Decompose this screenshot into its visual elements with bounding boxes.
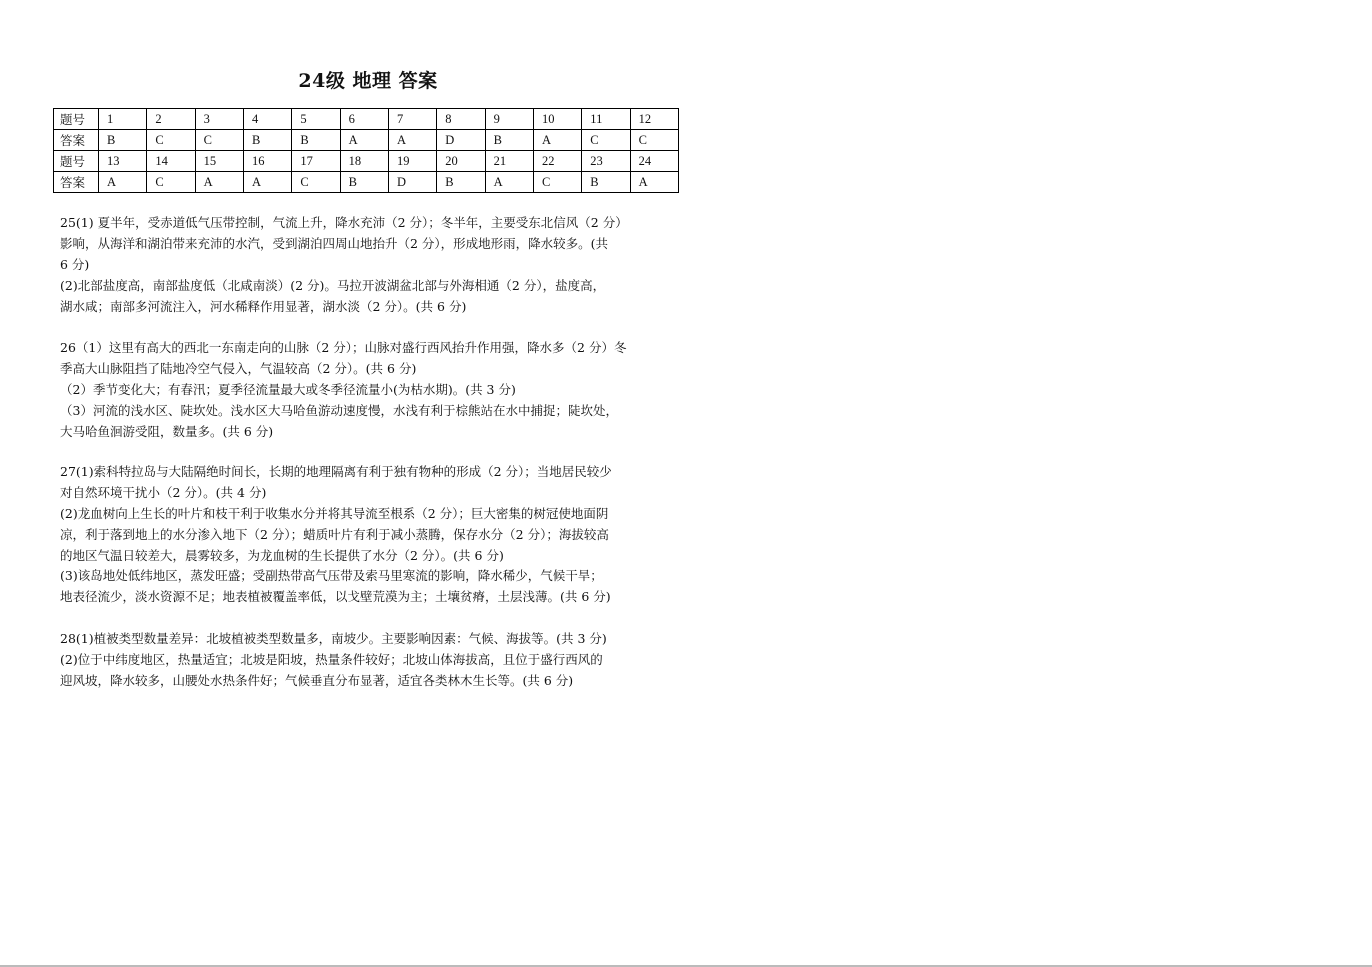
- table-cell: B: [582, 172, 630, 193]
- table-cell: 6: [340, 109, 388, 130]
- table-cell: A: [485, 172, 533, 193]
- answer-table: [53, 108, 679, 193]
- table-cell: 9: [485, 109, 533, 130]
- table-cell: A: [533, 130, 581, 151]
- table-cell: 13: [99, 151, 147, 172]
- answer-line: （2）季节变化大；有春汛；夏季径流量最大或冬季径流量小(为枯水期)。(共 3 分): [60, 381, 516, 397]
- answer-line: （3）河流的浅水区、陡坎处。浅水区大马哈鱼游动速度慢，水浅有利于棕熊站在水中捕捉；陡坎处，: [60, 402, 618, 418]
- table-row: [54, 151, 679, 172]
- answer-line: 27(1)索科特拉岛与大陆隔绝时间长，长期的地理隔离有利于独有物种的形成（2 分）；当地居民较少: [60, 464, 612, 479]
- answer-line: 6 分): [60, 256, 90, 272]
- table-cell: 19: [388, 151, 436, 172]
- table-cell: 23: [582, 151, 630, 172]
- table-cell: B: [437, 172, 485, 193]
- table-cell: 21: [485, 151, 533, 172]
- table-cell: 24: [630, 151, 678, 172]
- answer-line: 影响，从海洋和湖泊带来充沛的水汽，受到湖泊四周山地抬升（2 分），形成地形雨，降水较多。(共: [60, 235, 609, 251]
- answer-line: 25(1) 夏半年，受赤道低气压带控制，气流上升，降水充沛（2 分）；冬半年，主要受东北信风（2 分）: [60, 215, 628, 230]
- table-cell: B: [99, 130, 147, 151]
- answer-25: [60, 213, 676, 317]
- table-cell: 15: [195, 151, 243, 172]
- answer-line: 的地区气温日较差大，晨雾较多，为龙血树的生长提供了水分（2 分）。(共 6 分): [60, 547, 504, 563]
- answer-line: 季高大山脉阻挡了陆地冷空气侵入，气温较高（2 分）。(共 6 分): [60, 360, 417, 376]
- table-cell: D: [437, 130, 485, 151]
- table-cell: D: [388, 172, 436, 193]
- table-cell: 14: [147, 151, 195, 172]
- table-cell: 12: [630, 109, 678, 130]
- row-header: 题号: [54, 151, 99, 172]
- table-cell: 7: [388, 109, 436, 130]
- table-cell: C: [292, 172, 340, 193]
- table-cell: B: [340, 172, 388, 193]
- answer-line: 迎风坡，降水较多，山腰处水热条件好；气候垂直分布显著，适宜各类林木生长等。(共 6 分): [60, 672, 574, 688]
- answer-line: 26（1）这里有高大的西北一东南走向的山脉（2 分）；山脉对盛行西风抬升作用强，降水多（2 分）冬: [60, 340, 627, 355]
- table-row: [54, 172, 679, 193]
- table-cell: 3: [195, 109, 243, 130]
- table-cell: 4: [243, 109, 291, 130]
- table-cell: 18: [340, 151, 388, 172]
- answer-line: (2)北部盐度高，南部盐度低（北咸南淡）(2 分)。马拉开波湖盆北部与外海相通（2 分），盐度高，: [60, 277, 606, 293]
- row-header: 答案: [54, 130, 99, 151]
- table-cell: 20: [437, 151, 485, 172]
- answer-line: 28(1)植被类型数量差异：北坡植被类型数量多，南坡少。主要影响因素：气候、海拔等。(共 3 分): [60, 631, 607, 646]
- table-cell: A: [195, 172, 243, 193]
- table-cell: A: [340, 130, 388, 151]
- answer-line: (2)位于中纬度地区，热量适宜；北坡是阳坡，热量条件较好；北坡山体海拔高，且位于盛行西风的: [60, 651, 603, 667]
- table-cell: 5: [292, 109, 340, 130]
- table-cell: B: [485, 130, 533, 151]
- answer-line: 湖水咸；南部多河流注入，河水稀释作用显著，湖水淡（2 分）。(共 6 分): [60, 298, 467, 314]
- table-row: [54, 109, 679, 130]
- answer-line: (2)龙血树向上生长的叶片和枝干利于收集水分并将其导流至根系（2 分）；巨大密集的树冠使地面阴: [60, 505, 609, 521]
- answer-line: 对自然环境干扰小（2 分）。(共 4 分): [60, 484, 267, 500]
- table-cell: 16: [243, 151, 291, 172]
- table-cell: C: [582, 130, 630, 151]
- row-header: 答案: [54, 172, 99, 193]
- table-cell: A: [388, 130, 436, 151]
- answer-line: 地表径流少，淡水资源不足；地表植被覆盖率低，以戈壁荒漠为主；土壤贫瘠，土层浅薄。(共 6 分): [60, 589, 611, 605]
- answer-27: [60, 462, 676, 608]
- table-cell: C: [533, 172, 581, 193]
- table-cell: 22: [533, 151, 581, 172]
- table-cell: C: [195, 130, 243, 151]
- row-header: 题号: [54, 109, 99, 130]
- table-cell: 10: [533, 109, 581, 130]
- table-cell: C: [630, 130, 678, 151]
- table-cell: 11: [582, 109, 630, 130]
- table-cell: 17: [292, 151, 340, 172]
- page-title: 24级 地理 答案: [298, 70, 438, 92]
- table-cell: 1: [99, 109, 147, 130]
- table-cell: C: [147, 172, 195, 193]
- table-cell: B: [243, 130, 291, 151]
- table-cell: A: [243, 172, 291, 193]
- answer-line: 凉，利于落到地上的水分渗入地下（2 分）；蜡质叶片有利于减小蒸腾，保存水分（2 分）；海拔较高: [60, 526, 609, 542]
- answer-line: 大马哈鱼洄游受阻，数量多。(共 6 分): [60, 423, 274, 439]
- table-cell: A: [630, 172, 678, 193]
- table-cell: B: [292, 130, 340, 151]
- answer-28: [60, 629, 676, 692]
- answer-26: [60, 338, 676, 442]
- table-cell: C: [147, 130, 195, 151]
- table-cell: 2: [147, 109, 195, 130]
- table-row: [54, 130, 679, 151]
- answer-line: (3)该岛地处低纬地区，蒸发旺盛；受副热带高气压带及索马里寒流的影响，降水稀少，气候干旱；: [60, 568, 603, 584]
- table-cell: A: [99, 172, 147, 193]
- table-cell: 8: [437, 109, 485, 130]
